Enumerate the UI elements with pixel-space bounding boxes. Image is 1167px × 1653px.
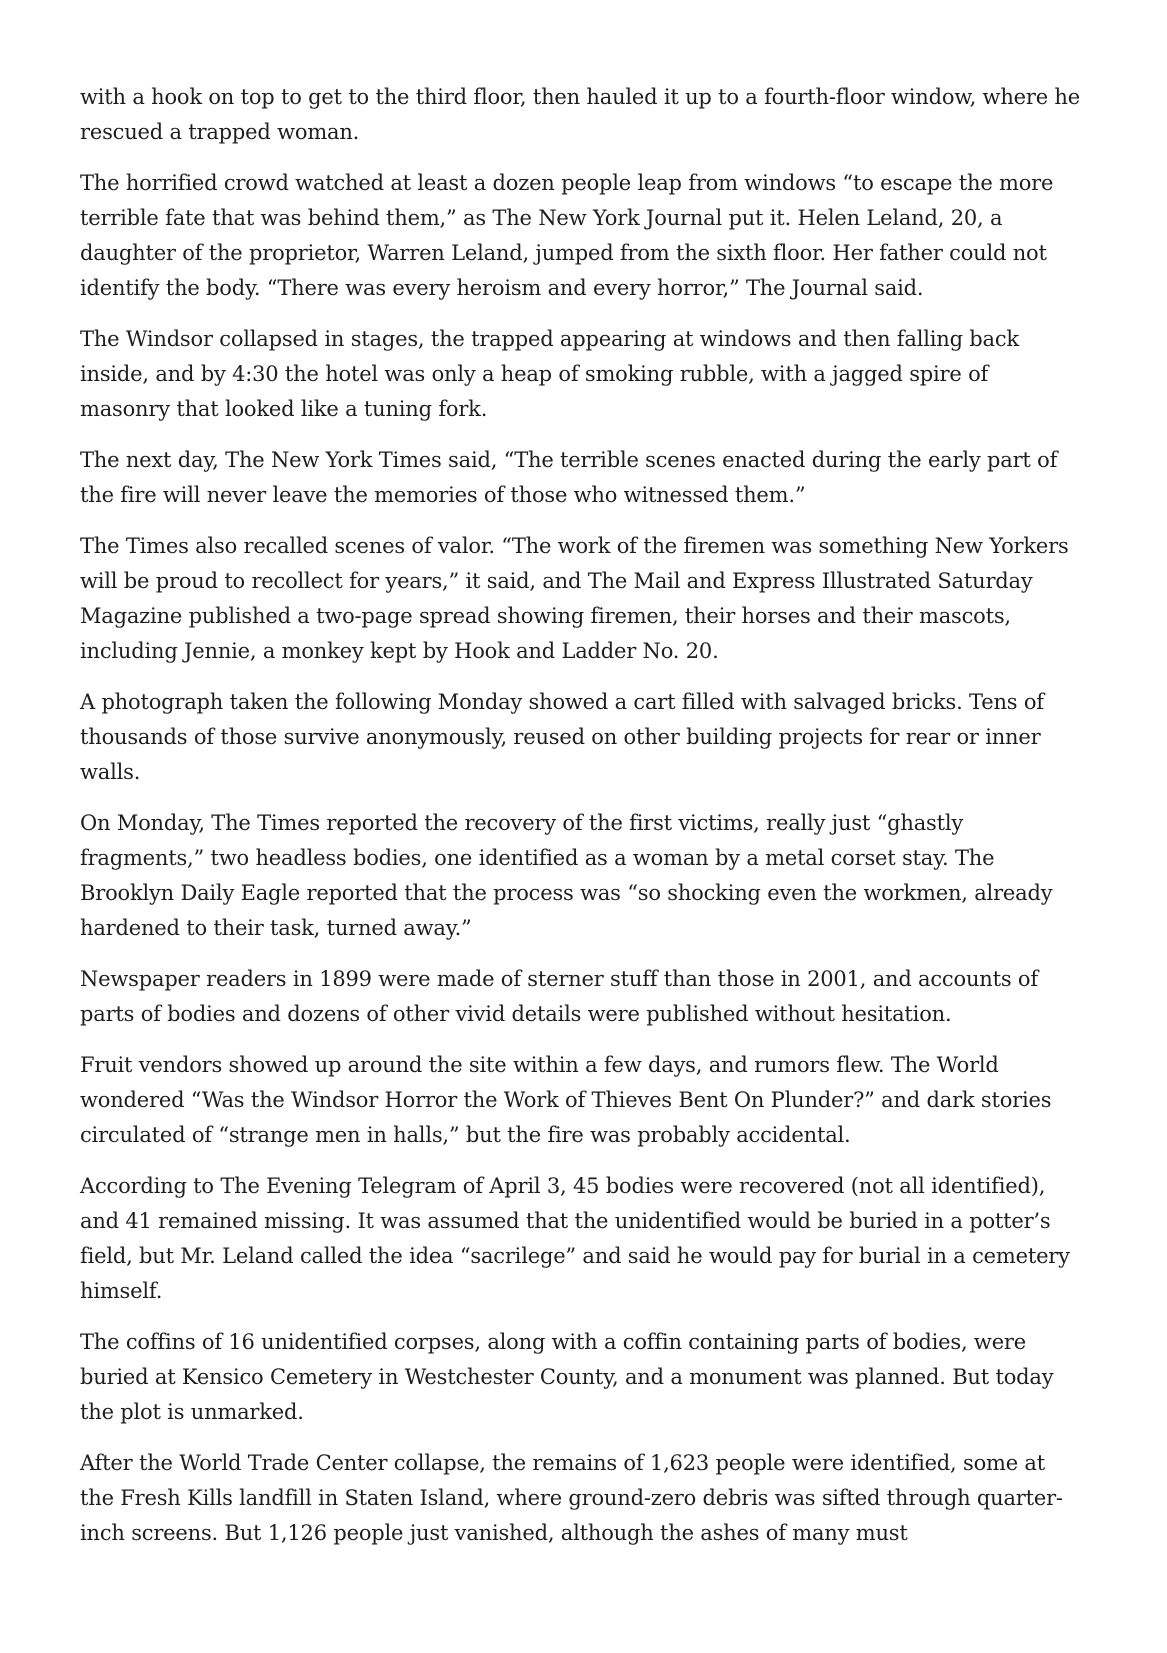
article-paragraph: The horrified crowd watched at least a dozen people leap from windows “to escape the more terrible fate that was behind them,” as The New York Journal put it. Helen Leland, 20, a daughter of the proprietor, Warren Leland, jumped from the sixth floor. Her father could not identify the body. “There was every heroism and every horror,” The Journal said. — [80, 171, 1054, 300]
article-paragraph: On Monday, The Times reported the recovery of the first victims, really just “ghastly fragments,” two headless bodies, one identified as a woman by a metal corset stay. The Brooklyn Daily Eagle reported that the process was “so shocking even the workmen, already hardened to their task, turned away.” — [80, 811, 1053, 940]
article-paragraph: The next day, The New York Times said, “The terrible scenes enacted during the early part of the fire will never leave the memories of those who witnessed them.” — [80, 448, 1058, 507]
article-body — [80, 80, 1080, 1567]
article-paragraph: According to The Evening Telegram of April 3, 45 bodies were recovered (not all identified), and 41 remained missing. It was assumed that the unidentified would be buried in a potter’s field, but Mr. Leland called the idea “sacrilege” and said he would pay for burial in a cemetery himself. — [80, 1174, 1070, 1303]
article-paragraph: Fruit vendors showed up around the site within a few days, and rumors flew. The World wondered “Was the Windsor Horror the Work of Thieves Bent On Plunder?” and dark stories circulated of “strange men in halls,” but the fire was probably accidental. — [80, 1053, 1052, 1147]
article-paragraph: The coffins of 16 unidentified corpses, along with a coffin containing parts of bodies, were buried at Kensico Cemetery in Westchester County, and a monument was planned. But today the plot is unmarked. — [80, 1330, 1054, 1424]
article-paragraph: with a hook on top to get to the third floor, then hauled it up to a fourth-floor window, where he rescued a trapped woman. — [80, 85, 1080, 144]
article-paragraph: The Windsor collapsed in stages, the trapped appearing at windows and then falling back inside, and by 4:30 the hotel was only a heap of smoking rubble, with a jagged spire of masonry that looked like a tuning fork. — [80, 327, 1019, 421]
article-paragraph: Newspaper readers in 1899 were made of sterner stuff than those in 2001, and accounts of parts of bodies and dozens of other vivid details were published without hesitation. — [80, 967, 1038, 1026]
article-paragraph: The Times also recalled scenes of valor. “The work of the firemen was something New Yorkers will be proud to recollect for years,” it said, and The Mail and Express Illustrated Saturday Magazine published a two-page spread showing firemen, their horses and their mascots, including Jennie, a monkey kept by Hook and Ladder No. 20. — [80, 534, 1069, 663]
article-paragraph: After the World Trade Center collapse, the remains of 1,623 people were identified, some at the Fresh Kills landfill in Staten Island, where ground-zero debris was sifted through quarter-inch screens. But 1,126 people just vanished, although the ashes of many must — [80, 1451, 1063, 1545]
article-paragraph: A photograph taken the following Monday showed a cart filled with salvaged bricks. Tens of thousands of those survive anonymously, reused on other building projects for rear or inner walls. — [80, 690, 1044, 784]
